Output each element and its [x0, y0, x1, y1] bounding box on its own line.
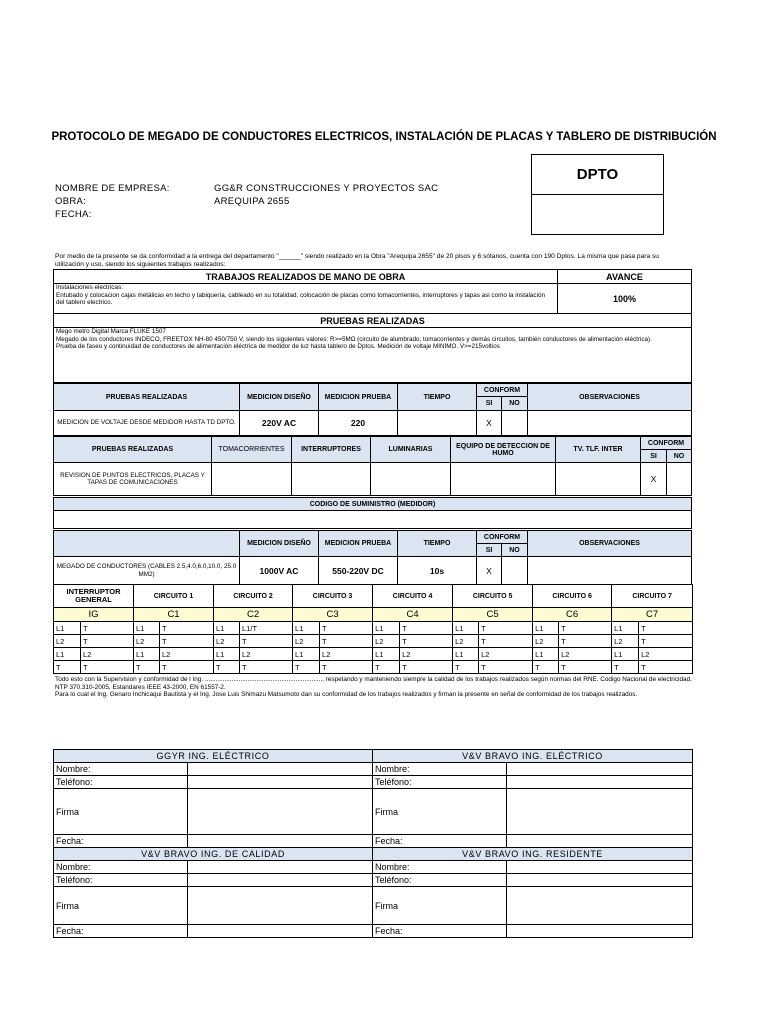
obra-label: OBRA:: [55, 196, 87, 207]
firma-2-fecha-field[interactable]: [507, 835, 693, 848]
circuit-cell: T: [533, 661, 559, 674]
t2-row-lumin: [371, 463, 451, 496]
t1-head-no: NO: [502, 397, 528, 411]
circuit-cell: L2: [54, 635, 81, 648]
circuit-cell: T: [160, 622, 214, 635]
t1-row-no: [502, 411, 528, 436]
firma-1-telefono-field[interactable]: [188, 776, 373, 789]
firma-4-fecha-field[interactable]: [507, 925, 693, 938]
empresa-label: NOMBRE DE EMPRESA:: [55, 183, 170, 194]
circuit-cell: L1: [214, 648, 240, 661]
t3-row-si: X: [477, 557, 502, 585]
firma-4-nombre-field[interactable]: [507, 861, 693, 874]
circ-code-2: C2: [214, 608, 293, 622]
circuit-cell: L1: [533, 648, 559, 661]
circuit-cell: L1/T: [240, 622, 293, 635]
t1-head-prueba: MEDICION PRUEBA: [319, 384, 398, 411]
circuit-cell: L2: [453, 635, 479, 648]
firma-block-3-title: V&V BRAVO ING. DE CALIDAD: [54, 848, 373, 861]
circuit-cell: T: [240, 635, 293, 648]
t2-row-toma: [212, 463, 292, 496]
circuit-cell: L1: [453, 622, 479, 635]
t3-head-si: SI: [477, 544, 502, 557]
circuit-row: [54, 661, 693, 674]
circ-code-ig: IG: [54, 608, 134, 622]
t2-head-toma: TOMACORRIENTES: [212, 437, 292, 463]
avance-heading: AVANCE: [558, 270, 692, 284]
obra-value: AREQUIPA 2655: [214, 196, 290, 207]
intro-text: Por medio de la presente se da conformidad a la entrega del departamento "______" siendo realizado en la Obra "Arequipa 2655" de 20 pisos y 6 sótanos, cuenta con 190 Dptos. La misma que pasa para su utilización y uso, siendo los siguientes trabajos realizados:: [55, 253, 659, 268]
circuit-cell: T: [54, 661, 81, 674]
firma-3-telefono-label: Teléfono:: [54, 874, 188, 887]
circuit-cell: T: [639, 622, 693, 635]
t1-head-diseno: MEDICION DISEÑO: [240, 384, 319, 411]
t2-row-no: [667, 463, 692, 496]
circuit-cell: L1: [373, 648, 400, 661]
firma-2-telefono-field[interactable]: [507, 776, 693, 789]
firma-2-firma-field[interactable]: [507, 789, 693, 835]
circuit-row: [54, 622, 693, 635]
dpto-label: DPTO: [532, 155, 663, 195]
circuit-cell: L2: [639, 648, 693, 661]
circ-code-7: C7: [612, 608, 693, 622]
circ-head-ig: INTERRUPTOR GENERAL: [54, 585, 134, 608]
firma-3-firma-field[interactable]: [188, 887, 373, 925]
circuit-cell: L2: [214, 635, 240, 648]
firma-1-telefono-label: Teléfono:: [54, 776, 188, 789]
circ-head-4: CIRCUITO 4: [373, 585, 453, 608]
circuit-cell: T: [214, 661, 240, 674]
circuit-cell: T: [320, 635, 373, 648]
circuit-cell: L2: [293, 635, 320, 648]
firma-2-nombre-field[interactable]: [507, 763, 693, 776]
circuit-row: [54, 648, 693, 661]
circuit-cell: L1: [54, 622, 81, 635]
t2-head-lumin: LUMINARIAS: [371, 437, 451, 463]
t3-head-empty: [54, 531, 240, 557]
trabajos-heading: TRABAJOS REALIZADOS DE MANO DE OBRA: [54, 270, 558, 284]
t1-head-pruebas: PRUEBAS REALIZADAS: [54, 384, 240, 411]
t1-row-prueba: MEDICION DE VOLTAJE DESDE MEDIDOR HASTA TD DPTO.: [54, 411, 240, 436]
firma-4-telefono-field[interactable]: [507, 874, 693, 887]
circ-head-3: CIRCUITO 3: [293, 585, 373, 608]
circuit-cell: L1: [293, 622, 320, 635]
t1-row-observ: [528, 411, 692, 436]
circ-code-4: C4: [373, 608, 453, 622]
firma-4-firma-label: Firma: [373, 887, 507, 925]
circuit-cell: T: [134, 661, 160, 674]
circuitos-table: [53, 584, 693, 674]
t2-row-interr: [292, 463, 371, 496]
t3-row-no: [502, 557, 528, 585]
circuit-cell: T: [81, 635, 134, 648]
circuit-cell: T: [320, 661, 373, 674]
firma-2-telefono-label: Teléfono:: [373, 776, 507, 789]
circuit-cell: T: [453, 661, 479, 674]
circuit-cell: T: [81, 622, 134, 635]
page-title: PROTOCOLO DE MEGADO DE CONDUCTORES ELECTRICOS, INSTALACIÓN DE PLACAS Y TABLERO DE DISTRIBUCIÓN: [51, 131, 717, 143]
circuit-cell: L2: [134, 635, 160, 648]
firma-1-fecha-field[interactable]: [188, 835, 373, 848]
firma-4-telefono-label: Teléfono:: [373, 874, 507, 887]
circuit-cell: L1: [293, 648, 320, 661]
circuit-cell: L2: [533, 635, 559, 648]
circuit-cell: T: [479, 622, 533, 635]
circuit-cell: L2: [240, 648, 293, 661]
t3-row-diseno: 1000V AC: [240, 557, 319, 585]
t1-row-diseno: 220V AC: [240, 411, 319, 436]
t2-head-interr: INTERRUPTORES: [292, 437, 371, 463]
revision-table: [53, 436, 692, 496]
circuit-cell: L1: [373, 622, 400, 635]
circ-head-1: CIRCUITO 1: [134, 585, 214, 608]
circuitos-body: [54, 622, 693, 674]
t2-head-humo: EQUIPO DE DETECCION DE HUMO: [451, 437, 556, 463]
circuit-row: [54, 635, 693, 648]
circuit-cell: L1: [134, 622, 160, 635]
firma-2-fecha-label: Fecha:: [373, 835, 507, 848]
avance-value: 100%: [558, 284, 692, 314]
firma-4-firma-field[interactable]: [507, 887, 693, 925]
firma-3-nombre-field[interactable]: [188, 861, 373, 874]
firma-4-fecha-label: Fecha:: [373, 925, 507, 938]
circuit-cell: T: [400, 661, 453, 674]
circuit-cell: L2: [160, 648, 214, 661]
firma-1-firma-label: Firma: [54, 789, 188, 835]
t3-row-prueba: 550-220V DC: [319, 557, 398, 585]
conformidad-note: Todo esto con la Supervision y conformidad de l Ing. .................................................................., respetando y manteniendo siempre la calidad de los trabajos realizados según normas del RNE. Codigo Nacional de electricidad, NTP 370.310-2005, Estandares IEEE 43-2000, EN 61557-2. Para lo cual el Ing. Genaro Inchicaqui Bautista y el Ing. Jose Luis Shimazu Matsumoto dan su conformidad de los trabajos realizados y firman la presente en señal de conformidad de los trabajos realizados.: [55, 676, 692, 699]
circ-head-7: CIRCUITO 7: [612, 585, 693, 608]
firma-1-nombre-field[interactable]: [188, 763, 373, 776]
firma-1-firma-field[interactable]: [188, 789, 373, 835]
circuit-cell: T: [160, 635, 214, 648]
suministro-value: [54, 511, 692, 529]
t1-head-conform: CONFORM: [477, 384, 528, 397]
circuit-cell: T: [240, 661, 293, 674]
circuit-cell: T: [400, 635, 453, 648]
pruebas-heading: PRUEBAS REALIZADAS: [54, 314, 692, 328]
circuit-cell: T: [479, 661, 533, 674]
firma-3-nombre-label: Nombre:: [54, 861, 188, 874]
t2-row-humo: [451, 463, 556, 496]
circuit-cell: T: [559, 635, 612, 648]
t3-row-observ: [528, 557, 692, 585]
firma-4-nombre-label: Nombre:: [373, 861, 507, 874]
circuit-cell: L1: [134, 648, 160, 661]
circuit-cell: L2: [81, 648, 134, 661]
t3-row-megado: MEGADO DE CONDUCTORES (CABLES 2.5,4.0,6.0,10.0, 25.0 MM2): [54, 557, 240, 585]
circuit-cell: L2: [320, 648, 373, 661]
circuit-cell: T: [81, 661, 134, 674]
t3-head-no: NO: [502, 544, 528, 557]
t2-head-pruebas: PRUEBAS REALIZADAS: [54, 437, 212, 463]
firma-block-2-title: V&V BRAVO ING. ELÉCTRICO: [373, 750, 693, 763]
circ-code-6: C6: [533, 608, 612, 622]
circuit-cell: T: [559, 622, 612, 635]
circuit-cell: T: [559, 661, 612, 674]
firma-2-firma-label: Firma: [373, 789, 507, 835]
empresa-value: GG&R CONSTRUCCIONES Y PROYECTOS SAC: [214, 183, 439, 194]
circ-code-5: C5: [453, 608, 533, 622]
circ-head-2: CIRCUITO 2: [214, 585, 293, 608]
circuit-cell: T: [400, 622, 453, 635]
circ-code-1: C1: [134, 608, 214, 622]
firma-block-1-title: GGYR ING. ELÉCTRICO: [54, 750, 373, 763]
circuit-cell: L1: [612, 622, 639, 635]
firma-3-telefono-field[interactable]: [188, 874, 373, 887]
circuit-cell: L1: [533, 622, 559, 635]
circuit-cell: L2: [479, 648, 533, 661]
suministro-heading: CODIGO DE SUMINISTRO (MEDIDOR): [54, 498, 692, 511]
trabajos-text: Instalaciones electricas: Entubado y colocacion cajas metálicas en techo y tabiquería, cableado en su totalidad, colocación de placas como tomacorrientes, interruptores y tapas asi como la instalación del tablero electrico.: [54, 284, 558, 314]
circ-head-5: CIRCUITO 5: [453, 585, 533, 608]
circuit-cell: T: [479, 635, 533, 648]
firma-2-nombre-label: Nombre:: [373, 763, 507, 776]
t3-head-tiempo: TIEMPO: [398, 531, 477, 557]
firmas-table: [53, 749, 693, 938]
voltaje-table: [53, 383, 692, 436]
firma-3-fecha-label: Fecha:: [54, 925, 188, 938]
suministro-table: [53, 497, 692, 529]
firma-1-fecha-label: Fecha:: [54, 835, 188, 848]
firma-3-fecha-field[interactable]: [188, 925, 373, 938]
t2-head-no: NO: [667, 450, 692, 463]
t2-row-revision: REVISION DE PUNTOS ELECTRICOS, PLACAS Y TAPAS DE COMUNICACIONES: [54, 463, 212, 496]
t1-row-prueba-val: 220: [319, 411, 398, 436]
t2-head-tv: TV. TLF. INTER: [556, 437, 641, 463]
dpto-box: [531, 154, 664, 235]
t2-row-si: X: [641, 463, 667, 496]
circuit-cell: L1: [54, 648, 81, 661]
t1-head-observ: OBSERVACIONES: [528, 384, 692, 411]
t3-row-tiempo: 10s: [398, 557, 477, 585]
megado-table: [53, 530, 692, 585]
circ-code-3: C3: [293, 608, 373, 622]
t1-head-si: SI: [477, 397, 502, 411]
circuit-cell: L2: [373, 635, 400, 648]
t2-head-conform: CONFORM: [641, 437, 692, 450]
circuit-cell: T: [639, 661, 693, 674]
t2-head-si: SI: [641, 450, 667, 463]
t1-head-tiempo: TIEMPO: [398, 384, 477, 411]
circuit-cell: T: [612, 661, 639, 674]
circuit-cell: T: [160, 661, 214, 674]
fecha-label: FECHA:: [55, 209, 92, 220]
pruebas-text: Mego metro Digital Marca FLUKE 1507 Megado de los conductores INDECO, FREETOX NH-80 450/750 V, siendo los siguientes valores: R>=5MΩ (circuito de alumbrado, tomacorrientes y demás circuitos, también conductores de alimentación eléctrica). Prueba de faseo y continuidad de conductores de alimentación eléctrica de medidor de luz hasta tablero de Dptos. Medición de voltaje MINIMO. V>=215voltios: [54, 328, 692, 383]
t3-head-observ: OBSERVACIONES: [528, 531, 692, 557]
circuit-cell: L2: [400, 648, 453, 661]
circuit-cell: L1: [453, 648, 479, 661]
t1-row-tiempo: [398, 411, 477, 436]
t3-head-diseno: MEDICION DISEÑO: [240, 531, 319, 557]
firma-block-4-title: V&V BRAVO ING. RESIDENTE: [373, 848, 693, 861]
circuit-cell: T: [373, 661, 400, 674]
firma-1-nombre-label: Nombre:: [54, 763, 188, 776]
t3-head-conform: CONFORM: [477, 531, 528, 544]
circuit-cell: L2: [559, 648, 612, 661]
circ-head-6: CIRCUITO 6: [533, 585, 612, 608]
circuit-cell: L1: [214, 622, 240, 635]
circuit-cell: T: [320, 622, 373, 635]
circuit-cell: T: [639, 635, 693, 648]
firma-3-firma-label: Firma: [54, 887, 188, 925]
circuit-cell: L1: [612, 648, 639, 661]
circuit-cell: L2: [612, 635, 639, 648]
t1-row-si: X: [477, 411, 502, 436]
trabajos-table: [53, 269, 692, 383]
circuit-cell: T: [293, 661, 320, 674]
t3-head-prueba: MEDICION PRUEBA: [319, 531, 398, 557]
t2-row-tv: [556, 463, 641, 496]
